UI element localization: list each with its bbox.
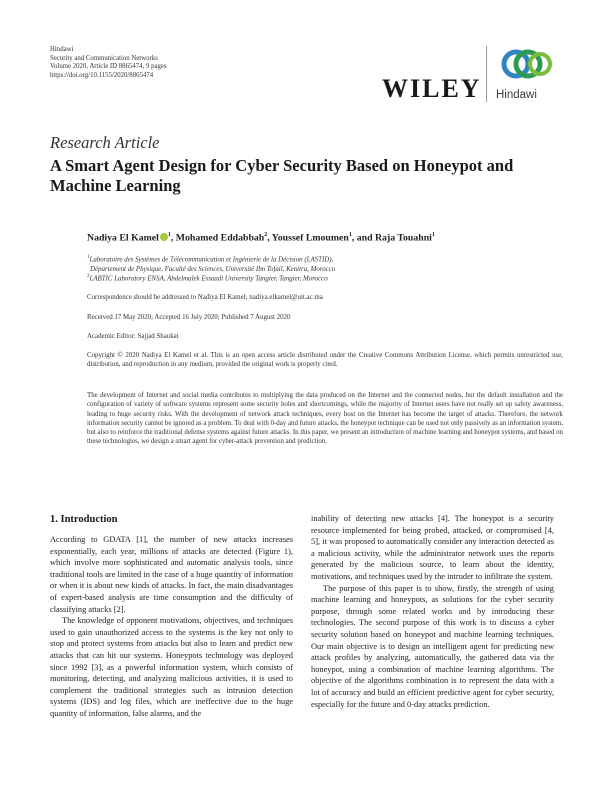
- author-separator: ,: [267, 232, 272, 244]
- volume-line: Volume 2020, Article ID 8865474, 9 pages: [50, 63, 167, 71]
- article-dates: Received 17 May 2020; Accepted 16 July 2020; Published 7 August 2020: [87, 314, 291, 321]
- section-heading: 1. Introduction: [50, 514, 118, 525]
- author-name: Nadiya El Kamel: [87, 232, 159, 244]
- author-name: Raja Touahni: [374, 232, 432, 244]
- author-list: [87, 232, 435, 243]
- affiliation-line: Laboratoire des Systèmes de Télécommunication et Ingénierie de la Décision (LASTID),: [89, 256, 334, 264]
- paragraph: The purpose of this paper is to show, firstly, the strength of using machine learning and honeypots, as solutions for the cyber security purpose, through some related works and by introducing these technologies. The second purpose of this work is to discuss a cyber security solution based on honeypot and machine learning techniques. Our main objective is to design an intelligent agent for predicting new attack profiles by analyzing, automatically, the gathered data via the honeypot, using a combination of machine learning algorithms. The objective of the algorithms combination is to represent the data with a lot of accuracy and build an efficient predictive agent for cyber security, especially for the future and 0-day attacks prediction.: [311, 583, 554, 709]
- affiliation-number: 1: [87, 255, 90, 260]
- copyright-notice: Copyright © 2020 Nadiya El Kamel et al. This is an open access article distributed under the Creative Commons Attribution License, which permits unrestricted use, distribution, and reproduction in any medium, provided the original work is properly cited.: [87, 352, 563, 369]
- author-name: Youssef Lmoumen: [271, 232, 349, 244]
- affiliation-number: 2: [87, 274, 90, 279]
- affiliation-line: LABTIC Laboratory ENSA, Abdelmalek Essaadi University Tangier, Tangier, Morocco: [89, 275, 328, 283]
- hindawi-logo-text: Hindawi: [496, 89, 537, 101]
- hindawi-logo-icon: [498, 44, 554, 88]
- author-aff: 2: [264, 232, 268, 238]
- orcid-icon[interactable]: [160, 233, 168, 241]
- affiliation-2: [87, 272, 328, 284]
- wiley-logo: WILEY: [382, 74, 482, 103]
- author-separator: ,: [170, 232, 176, 244]
- author-separator: , and: [351, 232, 375, 244]
- journal-info: [50, 46, 167, 80]
- publisher-line: Hindawi: [50, 46, 74, 53]
- affiliation-line: Département de Physique, Faculté des Sciences, Université Ibn Tofail, Kenitra, Morocco: [90, 265, 336, 273]
- doi-link[interactable]: https://doi.org/10.1155/2020/8865474: [50, 71, 154, 79]
- paragraph: inability of detecting new attacks [4]. The honeypot is a security resource implemented for being probed, attacked, or compromised [4, 5], it was proposed to automatically consider any interaction detected as a malicious activity, while the administrator network uses the reports generated by the malicious source, to learn about the identity, motivations, and techniques used by the intruder to infiltrate the system.: [311, 514, 554, 581]
- article-type: Research Article: [50, 133, 160, 152]
- abstract: The development of Internet and social media contributes to multiplying the data produced on the Internet and the connected nodes, but the default installation and the configuration of variety of software systems represent some security holes and shortcomings, while the majority of Internet users have not really set up safety awareness, leading to huge security risks. With the development of network attack techniques, every host on the Internet has become the target of attacks. Therefore, the network information security cannot be ignored as a problem. To deal with 0-day and future attacks, the honeypot technique can be used not only passively as an information system, but also to reinforce the traditional defense systems against future attacks. In this paper, we present an introduction of machine learning and honeypot systems, and based on these technologies, we design a smart agent for cyber-attack prevention and prediction.: [87, 392, 563, 446]
- author-aff: 1: [348, 232, 352, 238]
- author-name: Mohamed Eddabbah: [175, 232, 265, 244]
- affiliation-1: [87, 253, 335, 274]
- author-aff: 1: [167, 232, 171, 238]
- article-title: A Smart Agent Design for Cyber Security Based on Honeypot and Machine Learning: [50, 156, 514, 195]
- journal-name: Security and Communication Networks: [50, 54, 158, 62]
- academic-editor: Academic Editor: Sajjad Shaukat: [87, 333, 179, 340]
- correspondence: Correspondence should be addressed to Nadiya El Kamel; nadiya.elkamel@uit.ac.ma: [87, 294, 323, 301]
- paragraph: According to GDATA [1], the number of new attacks increases exponentially, each year, millions of attacks are detected (Figure 1), which involve more sophisticated and automatic analysis tools, since traditional tools are limited in the case of a huge quantity of information or when it is about new kinds of attacks. In fact, the main disadvantages of expert-based analysis are time consumption and the difficulty of classifying attacks [2].: [50, 535, 293, 614]
- left-column: [50, 534, 293, 720]
- paragraph: The knowledge of opponent motivations, objectives, and techniques used to gain unauthorized access to the systems is the key not only to stop and protect systems from attacks but also to learn and predict new attacks that can hit our systems. Honeypots technology was deployed since 1992 [3], as a powerful information system, which consists of monitoring, detecting, and analyzing malicious activities, it is used to complement the traditional strategies such as intrusion detection systems (IDS) and log files, which are ineffective due to the huge quantity of information, false alarms, and the: [50, 616, 293, 718]
- author-aff: 1: [431, 232, 435, 238]
- right-column: [311, 513, 554, 710]
- logo-divider: [486, 46, 487, 102]
